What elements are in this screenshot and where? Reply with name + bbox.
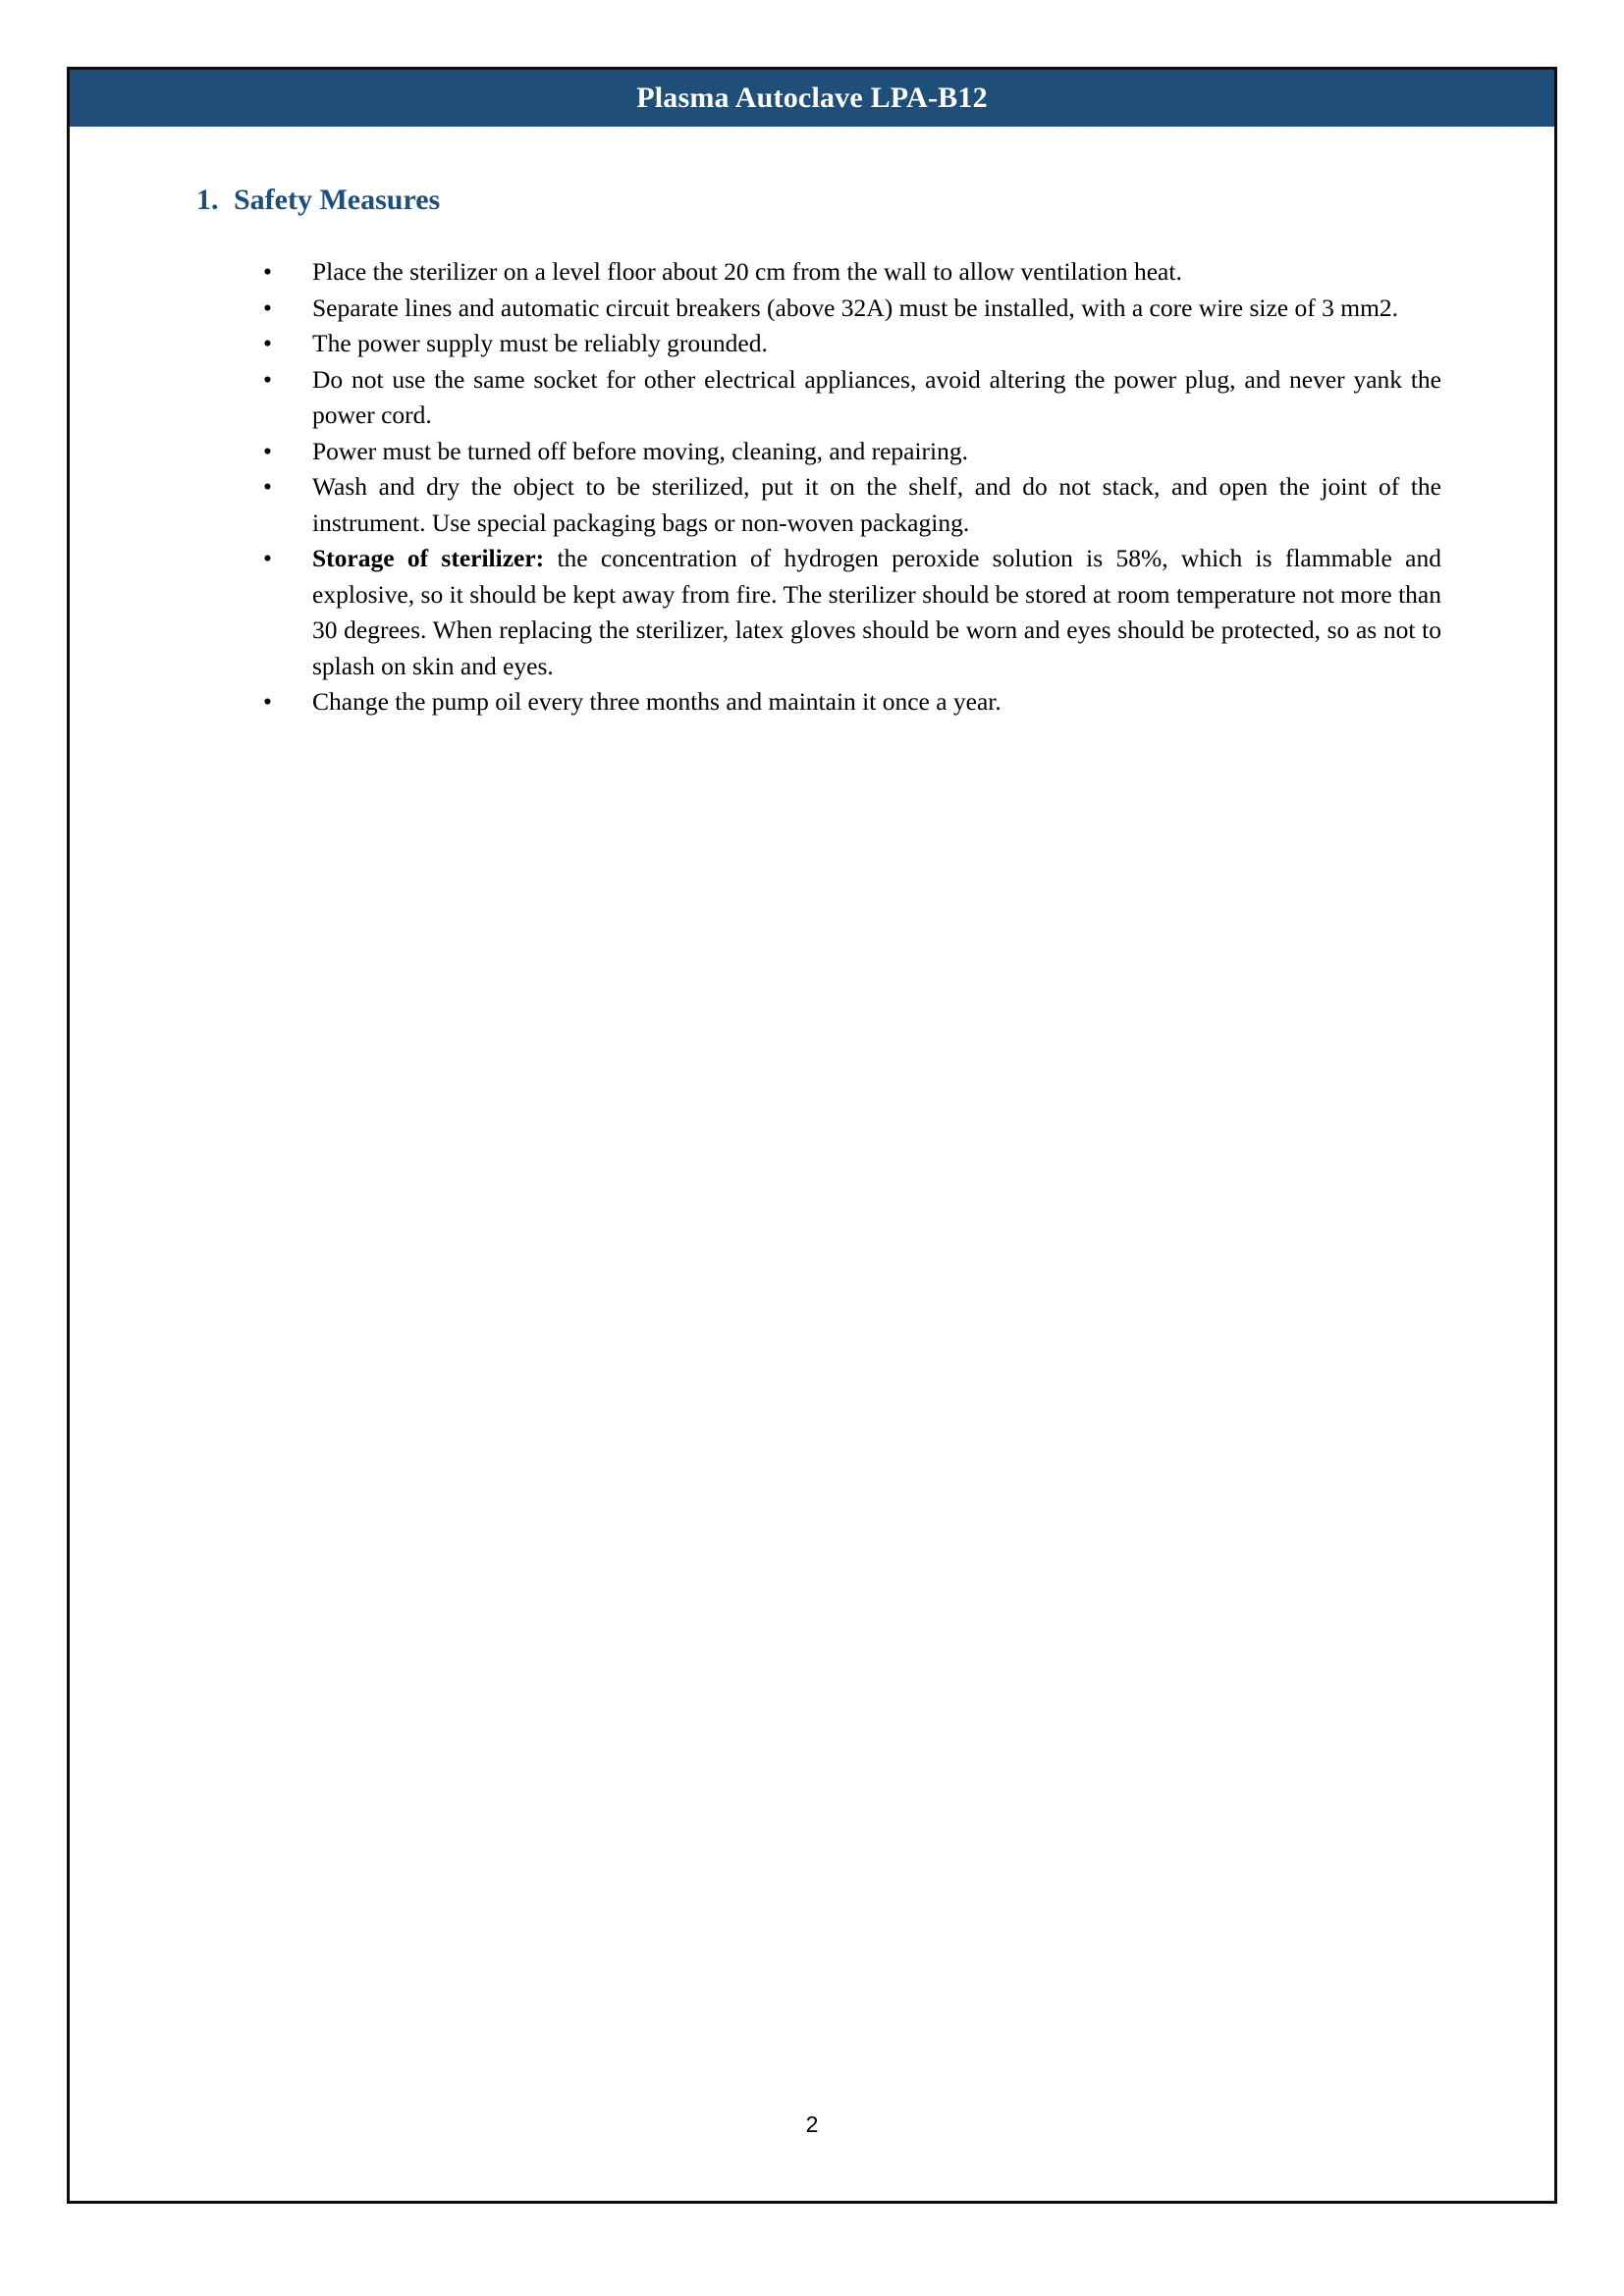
list-item — [263, 254, 1441, 291]
section-number: 1. — [196, 184, 219, 216]
list-item-text: Place the sterilizer on a level floor about 20 cm from the wall to allow ventilation heat. — [312, 257, 1182, 286]
page-border-frame — [67, 67, 1557, 2204]
bullet-icon: • — [263, 329, 272, 357]
list-item-text: Change the pump oil every three months and maintain it once a year. — [312, 687, 1001, 716]
list-item — [263, 541, 1441, 684]
list-item — [263, 434, 1441, 470]
list-item-text: Do not use the same socket for other electrical appliances, avoid altering the power plug, and never yank the power cord. — [312, 364, 1441, 429]
list-item — [263, 362, 1441, 434]
list-item-text: the concentration of hydrogen peroxide solution is 58%, which is flammable and explosive, so it should be kept away from fire. The sterilizer should be stored at room temperature not more than 30 degrees. When replacing the sterilizer, latex gloves should be worn and eyes should be protected, so as not to splash on skin and eyes. — [312, 544, 1441, 680]
bullet-icon: • — [263, 472, 272, 501]
bullet-icon: • — [263, 293, 272, 322]
list-item — [263, 291, 1441, 327]
bullet-icon: • — [263, 436, 272, 465]
section-heading — [196, 183, 440, 218]
list-item — [263, 326, 1441, 362]
document-title: Plasma Autoclave LPA-B12 — [636, 81, 988, 114]
list-item-text: Separate lines and automatic circuit breakers (above 32A) must be installed, with a core wire size of 3 mm2. — [312, 293, 1399, 322]
section-title: Safety Measures — [234, 184, 441, 216]
list-item — [263, 469, 1441, 541]
bullet-icon: • — [263, 257, 272, 286]
document-header-bar — [70, 70, 1554, 127]
page-number: 2 — [805, 2111, 819, 2137]
safety-measures-list — [263, 254, 1441, 721]
bullet-icon: • — [263, 364, 272, 394]
list-item-text: The power supply must be reliably grounded. — [312, 329, 768, 357]
bullet-icon: • — [263, 687, 272, 716]
list-item — [263, 684, 1441, 721]
bullet-icon: • — [263, 544, 272, 572]
list-item-bold-lead: Storage of sterilizer: — [312, 544, 545, 572]
list-item-text: Power must be turned off before moving, cleaning, and repairing. — [312, 436, 969, 465]
list-item-text: Wash and dry the object to be sterilized, put it on the shelf, and do not stack, and open the joint of the instrument. Use special packaging bags or non-woven packaging. — [312, 472, 1441, 537]
page-content — [70, 127, 1554, 2201]
